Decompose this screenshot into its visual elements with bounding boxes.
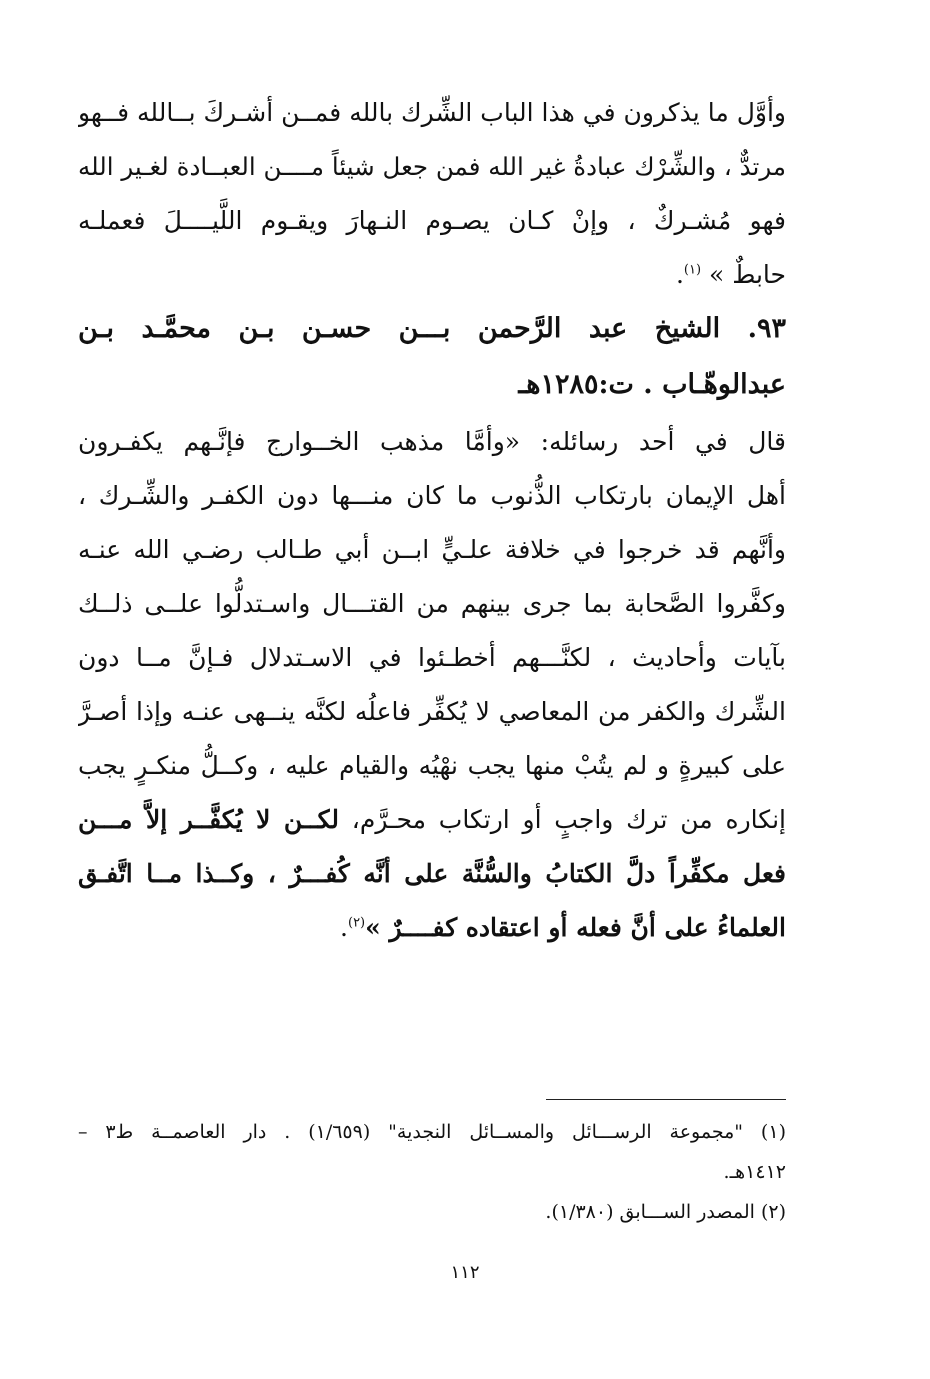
paragraph-1-line-4-text: حابطٌ »	[708, 260, 786, 289]
paragraph-2-bold-line-2	[78, 901, 786, 955]
footnote-1-line-2: ١٤١٢هـ.	[723, 1161, 786, 1183]
paragraph-2-bold-line-1: فعل مكفِّراً دلَّ الكتابُ والسُّنَّة على أنَّه كُفـــرٌ ، وكــذا مــا اتَّفـق	[78, 859, 786, 888]
paragraph-1-line-2: مرتدٌّ ، والشِّرْك عبادةُ غير الله فمن جعل شيئاً مــــن العبــادة لغـير الله	[78, 152, 786, 181]
paragraph-1-line-4	[78, 248, 786, 302]
paragraph-2-end: .	[340, 913, 348, 942]
footnote-2-line-1: (٢) المصدر الســـابق (١/٣٨٠).	[545, 1201, 786, 1223]
paragraph-2-line-6: الشِّرك والكفر من المعاصي لا يُكفِّر فاعلُه لكنَّه ينــهى عنـه وإذا أصـرَّ	[78, 697, 786, 726]
paragraph-2-line-1: قال في أحد رسائله: «وأمَّا مذهب الخــوارج فإنَّـهم يكفـرون	[78, 427, 786, 456]
paragraph-1-line-3: فهو مُشـركٌ ، وإنْ كـان يصـوم النـهارَ ويقـوم اللَّيــــلَ فعملـه	[78, 206, 786, 235]
paragraph-2-bold-line-2-text: العلماءُ على أنَّ فعله أو اعتقاده كفــــرٌ »	[365, 913, 786, 942]
footnote-1-line-1: (١) "مجموعة الرســـائل والمســائل النجدية" (١/٦٥٩) . دار العاصمــة ط٣ –	[78, 1121, 786, 1143]
footnote-separator	[546, 1099, 786, 1100]
footnote-ref-1: (١)	[683, 262, 702, 278]
paragraph-2-line-2: أهل الإيمان بارتكاب الذُّنوب ما كان منـــها دون الكفـر والشِّـرك ،	[78, 481, 786, 510]
page-number: ١١٢	[450, 1262, 480, 1283]
paragraph-2-line-7: على كبيرةٍ و لم يتُبْ منها يجب نهْيُه والقيام عليه ، وكــلُّ منكـرٍ يجب	[78, 751, 786, 780]
paragraph-1-end: .	[675, 260, 684, 289]
paragraph-1-line-1: وأوَّل ما يذكرون في هذا الباب الشِّرك بالله فمــن أشـركَ بــالله فــهو	[78, 98, 786, 127]
paragraph-2-line-8-bold: لكــن لا يُكفَّــر إلاَّ مـــن	[78, 805, 339, 834]
footnotes	[78, 1112, 786, 1232]
paragraph-2-line-8	[78, 793, 786, 847]
footnote-ref-2: (٢)	[347, 915, 366, 931]
paragraph-2-line-3: وأنَّهم قد خرجوا في خلافة علـيٍّ ابــن أبي طـالب رضـي الله عنـه	[78, 535, 786, 564]
paragraph-2-line-8-text: إنكاره من ترك واجبٍ أو ارتكاب محـرَّم،	[351, 805, 786, 834]
heading-line-1: ٩٣. الشيخ عبد الرَّحمن بـــن حسـن بـن محمَّـد بـن	[78, 313, 786, 344]
heading-line-2: عبدالوهّـاب . ت:١٢٨٥هـ	[518, 369, 786, 400]
paragraph-2-line-4: وكفَّروا الصَّحابة بما جرى بينهم من القتـــال واسـتدلُّوا علــى ذلــك	[78, 589, 786, 618]
paragraph-2	[78, 415, 786, 955]
paragraph-2-line-5: بآيات وأحاديث ، لكنَّـــهم أخطـئوا في الاسـتدلال فـإنَّ مــا دون	[78, 643, 786, 672]
paragraph-1	[78, 86, 786, 302]
section-heading	[78, 301, 786, 413]
